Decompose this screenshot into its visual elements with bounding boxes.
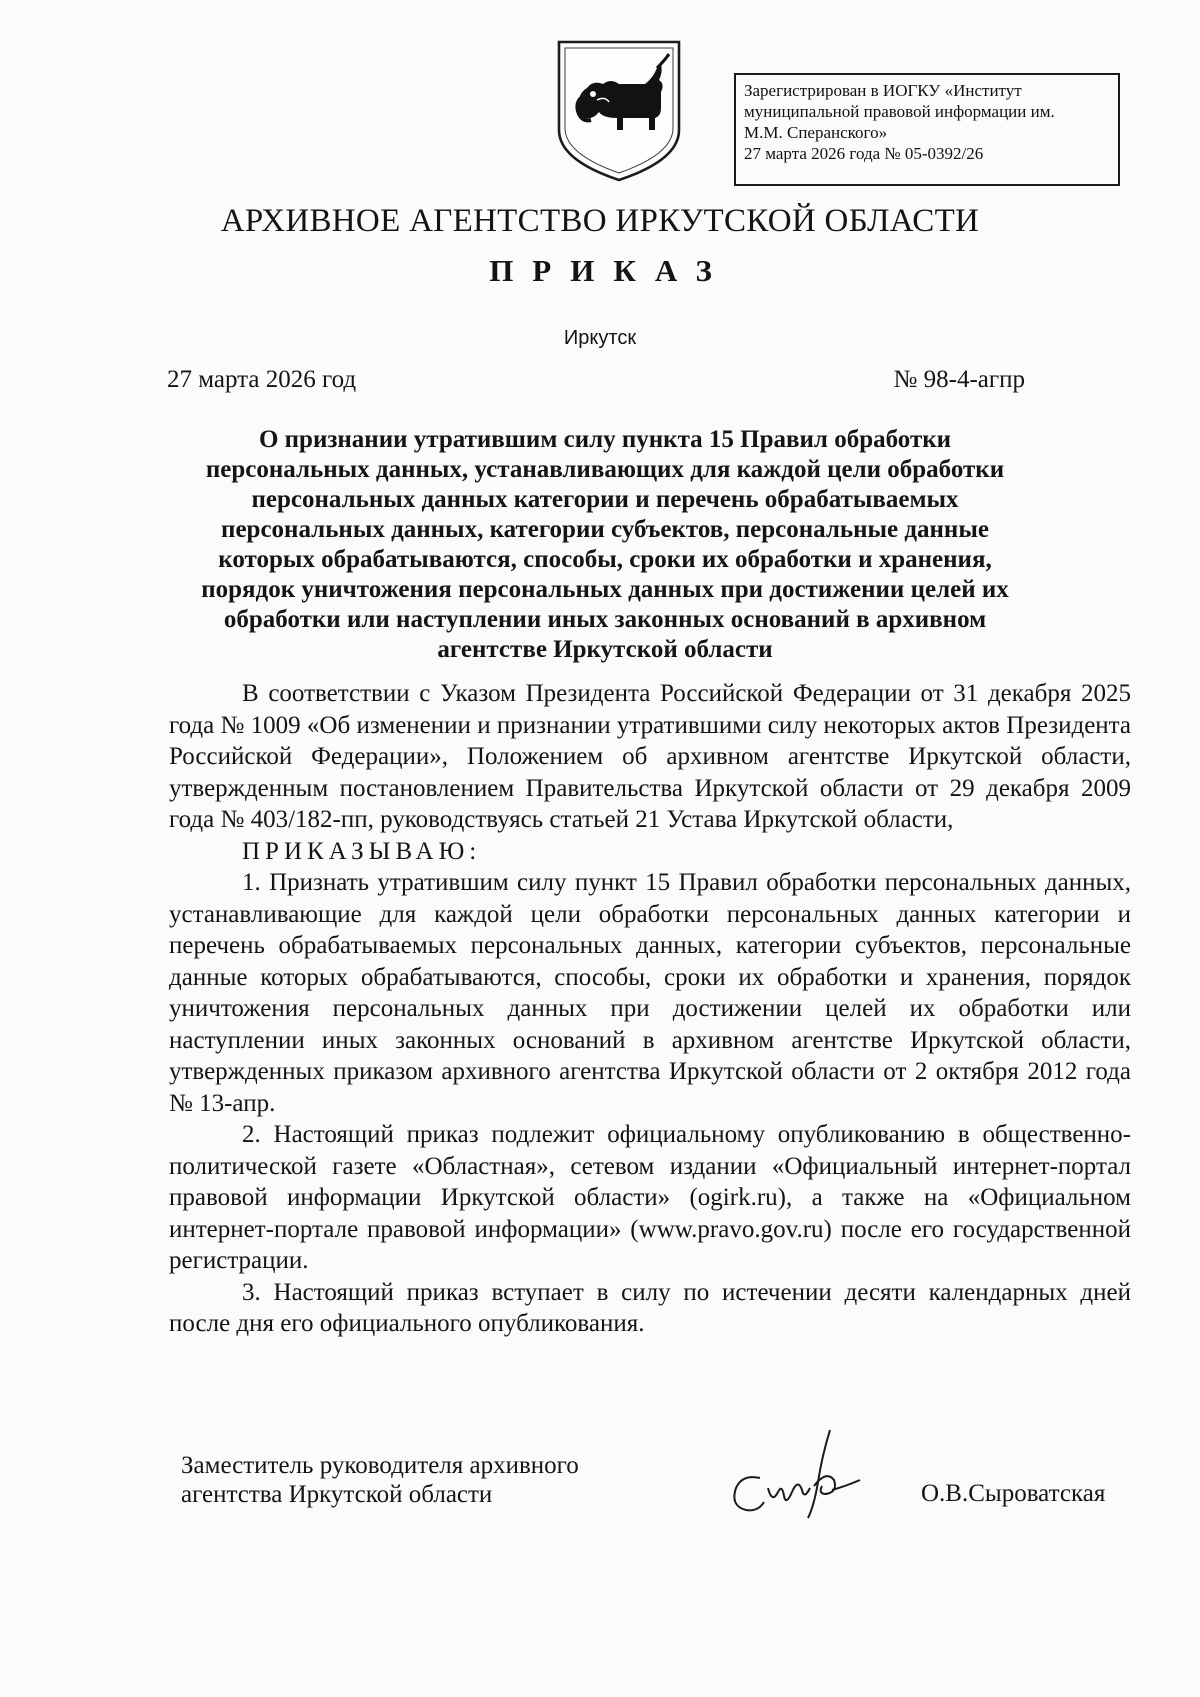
- document-body: [169, 678, 1131, 1340]
- document-number: № 98-4-агпр: [893, 366, 1025, 393]
- coat-of-arms-icon: [553, 38, 685, 184]
- order-item-1: 1. Признать утратившим силу пункт 15 Правил обработки персональных данных, устанавливающие для каждой цели обработки персональных данных категории и перечень обрабатываемых персональных данных, категории субъектов, персональные данные которых обрабатываются, способы, сроки их обработки и хранения, порядок уничтожения персональных данных при достижении целей их обработки или наступлении иных законных оснований в архивном агентстве Иркутской области, утвержденных приказом архивного агентства Иркутской области от 2 октября 2012 года № 13-апр.: [169, 869, 1131, 1117]
- signer-name: О.В.Сыроватская: [921, 1480, 1106, 1507]
- agency-name: АРХИВНОЕ АГЕНТСТВО ИРКУТСКОЙ ОБЛАСТИ: [220, 203, 980, 239]
- signer-position: [181, 1451, 579, 1509]
- signer-position-line-2: агентства Иркутской области: [181, 1481, 493, 1508]
- preamble-paragraph: В соответствии с Указом Президента Российской Федерации от 31 декабря 2025 года № 1009 «Об изменении и признании утратившими силу некоторых актов Президента Российской Федерации», Положением об архивном агентстве Иркутской области, утвержденным постановлением Правительства Иркутской области от 29 декабря 2009 года № 403/182-пп, руководствуясь статьей 21 Устава Иркутской области,: [169, 680, 1131, 833]
- registration-stamp: [734, 73, 1120, 186]
- decree-word: ПРИКАЗЫВАЮ:: [242, 837, 482, 865]
- document-date: 27 марта 2026 год: [167, 366, 357, 393]
- title-line: агентстве Иркутской области: [437, 636, 773, 663]
- title-line: которых обрабатываются, способы, сроки их обработки и хранения,: [218, 546, 992, 573]
- title-line: персональных данных, категории субъектов, персональные данные: [221, 516, 989, 543]
- title-line: порядок уничтожения персональных данных при достижении целей их: [201, 576, 1009, 603]
- handwritten-signature-icon: [722, 1426, 872, 1522]
- order-item-3: 3. Настоящий приказ вступает в силу по истечении десяти календарных дней после дня его официального опубликования.: [169, 1278, 1131, 1337]
- city: Иркутск: [563, 327, 637, 349]
- registration-line-4: 27 марта 2026 года № 05-0392/26: [744, 144, 984, 163]
- order-item-2: 2. Настоящий приказ подлежит официальному опубликованию в общественно-политической газете «Областная», сетевом издании «Официальный интернет-портал правовой информации Иркутской области» (ogirk.ru), а также на «Официальном интернет-портале правовой информации» (www.pravo.gov.ru) после его государственной регистрации.: [169, 1121, 1131, 1274]
- document-type: ПРИКАЗ: [489, 253, 731, 288]
- title-line: обработки или наступлении иных законных оснований в архивном: [223, 606, 987, 633]
- title-line: персональных данных, устанавливающих для каждой цели обработки: [205, 456, 1005, 483]
- signer-position-line-1: Заместитель руководителя архивного: [181, 1452, 579, 1479]
- registration-line-1: Зарегистрирован в ИОГКУ «Институт: [744, 81, 1022, 100]
- title-line: персональных данных категории и перечень обрабатываемых: [251, 486, 959, 513]
- registration-line-2: муниципальной правовой информации им.: [744, 102, 1055, 121]
- document-title: [170, 425, 1040, 665]
- title-line: О признании утратившим силу пункта 15 Правил обработки: [258, 426, 952, 453]
- registration-line-3: М.М. Сперанского»: [744, 123, 888, 142]
